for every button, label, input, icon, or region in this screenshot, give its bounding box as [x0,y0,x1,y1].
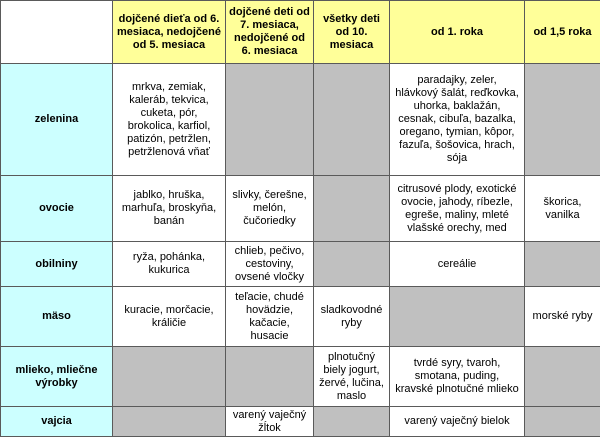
table-cell: varený vaječný bielok [390,407,525,437]
table-row [1,242,600,287]
row-header: mlieko, mliečne výrobky [1,347,113,407]
column-header: dojčené deti od 7. mesiaca, nedojčené od 6. mesiaca [226,1,314,64]
column-header: od 1. roka [390,1,525,64]
table-cell: mrkva, zemiak, kaleráb, tekvica, cuketa, pór, brokolica, karfiol, patizón, petržlen, petržlenová vňať [113,64,226,176]
table-cell: citrusové plody, exotické ovocie, jahody, ríbezle, egreše, maliny, mleté vlašské orechy, med [390,176,525,242]
row-header: mäso [1,287,113,347]
empty-cell [525,64,600,176]
table-row [1,176,600,242]
row-header: obilniny [1,242,113,287]
row-header: ovocie [1,176,113,242]
table-cell: cereálie [390,242,525,287]
table-cell: ryža, pohánka, kukurica [113,242,226,287]
table-cell: sladkovodné ryby [314,287,390,347]
column-header: dojčené dieťa od 6. mesiaca, nedojčené od 5. mesiaca [113,1,226,64]
table-cell: paradajky, zeler, hlávkový šalát, reďkovka, uhorka, baklažán, cesnak, cibuľa, bazalka, oregano, tymian, kôpor, fazuľa, šošovica, hrach, sója [390,64,525,176]
table-row [1,64,600,176]
empty-cell [525,407,600,437]
row-header: zelenina [1,64,113,176]
corner-cell [1,1,113,64]
row-header: vajcia [1,407,113,437]
table-cell: teľacie, chudé hovädzie, kačacie, husacie [226,287,314,347]
empty-cell [314,64,390,176]
empty-cell [113,407,226,437]
table-cell: varený vaječný žĺtok [226,407,314,437]
table-row [1,347,600,407]
empty-cell [314,407,390,437]
table-cell: slivky, čerešne, melón, čučoriedky [226,176,314,242]
table-cell: tvrdé syry, tvaroh, smotana, puding, kravské plnotučné mlieko [390,347,525,407]
table-cell: chlieb, pečivo, cestoviny, ovsené vločky [226,242,314,287]
empty-cell [113,347,226,407]
table-cell: škorica, vanilka [525,176,600,242]
empty-cell [525,347,600,407]
table-row [1,287,600,347]
empty-cell [390,287,525,347]
table-cell: kuracie, morčacie, králičie [113,287,226,347]
empty-cell [226,64,314,176]
table-cell: plnotučný biely jogurt, žervé, lučina, maslo [314,347,390,407]
empty-cell [226,347,314,407]
column-header: všetky deti od 10. mesiaca [314,1,390,64]
empty-cell [525,242,600,287]
empty-cell [314,176,390,242]
header-row [1,1,600,64]
table-row [1,407,600,437]
empty-cell [314,242,390,287]
table-cell: morské ryby [525,287,600,347]
column-header: od 1,5 roka [525,1,600,64]
table-cell: jablko, hruška, marhuľa, broskyňa, banán [113,176,226,242]
